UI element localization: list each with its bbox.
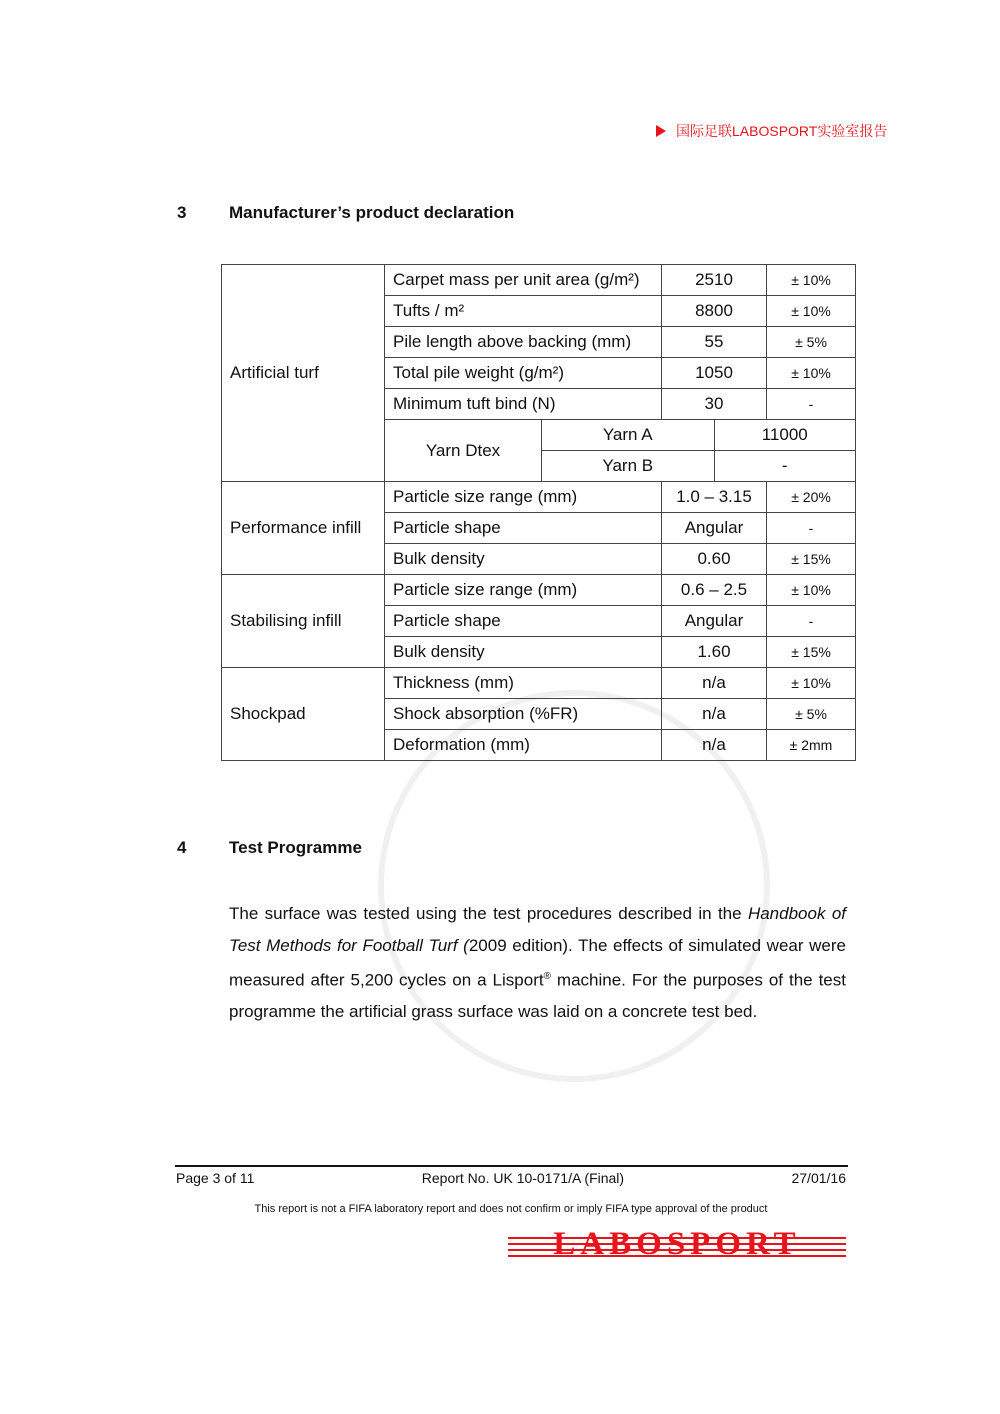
table-row: Pile length above backing (mm) 55 ± 5% — [222, 327, 856, 358]
footer-divider — [175, 1165, 848, 1167]
footer — [176, 1170, 846, 1186]
labosport-logo: LABOSPORT — [508, 1230, 846, 1262]
table-row-yarn: Yarn B - — [222, 451, 856, 482]
disclaimer: This report is not a FIFA laboratory report and does not confirm or imply FIFA type approval of the product — [254, 1203, 768, 1215]
test-programme-paragraph: The surface was tested using the test procedures described in the Handbook of Test Methods for Football Turf (2009 edition). The effects of simulated wear were measured after 5,200 cycles on a Lisport® machine. For the purposes of the test programme the artificial grass surface was laid on a concrete test bed. — [229, 904, 847, 1022]
table-row: Shockpad Thickness (mm) n/a ± 10% — [222, 668, 856, 699]
category-cell: Stabilising infill — [222, 575, 385, 668]
report-number: Report No. UK 10-0171/A (Final) — [421, 1170, 625, 1186]
section-4-heading: 4 Test Programme — [177, 838, 362, 857]
triangle-bullet-icon — [656, 125, 666, 137]
table-row: Artificial turf Carpet mass per unit area (g/m²) 2510 ± 10% — [222, 265, 856, 296]
table-row: Tufts / m² 8800 ± 10% — [222, 296, 856, 327]
table-row: Performance infill Particle size range (mm) 1.0 – 3.15 ± 20% — [222, 482, 856, 513]
category-cell: Artificial turf — [222, 265, 385, 482]
table-row-yarn: Yarn Dtex Yarn A 11000 — [222, 420, 856, 451]
header-tag — [656, 121, 887, 141]
product-declaration-table — [221, 264, 856, 761]
table-row: Particle shape Angular - — [222, 606, 856, 637]
table-row: Minimum tuft bind (N) 30 - — [222, 389, 856, 420]
table-row: Bulk density 1.60 ± 15% — [222, 637, 856, 668]
table-row: Particle shape Angular - — [222, 513, 856, 544]
category-cell: Performance infill — [222, 482, 385, 575]
report-date: 27/01/16 — [791, 1170, 846, 1186]
page-number: Page 3 of 11 — [176, 1170, 255, 1186]
table-row: Shock absorption (%FR) n/a ± 5% — [222, 699, 856, 730]
table-row: Total pile weight (g/m²) 1050 ± 10% — [222, 358, 856, 389]
header-tag-text: 国际足联LABOSPORT实验室报告 — [676, 123, 888, 139]
table-row: Stabilising infill Particle size range (mm) 0.6 – 2.5 ± 10% — [222, 575, 856, 606]
table-row: Bulk density 0.60 ± 15% — [222, 544, 856, 575]
category-cell: Shockpad — [222, 668, 385, 761]
section-3-heading: 3 Manufacturer’s product declaration — [177, 203, 515, 222]
table-row: Deformation (mm) n/a ± 2mm — [222, 730, 856, 761]
